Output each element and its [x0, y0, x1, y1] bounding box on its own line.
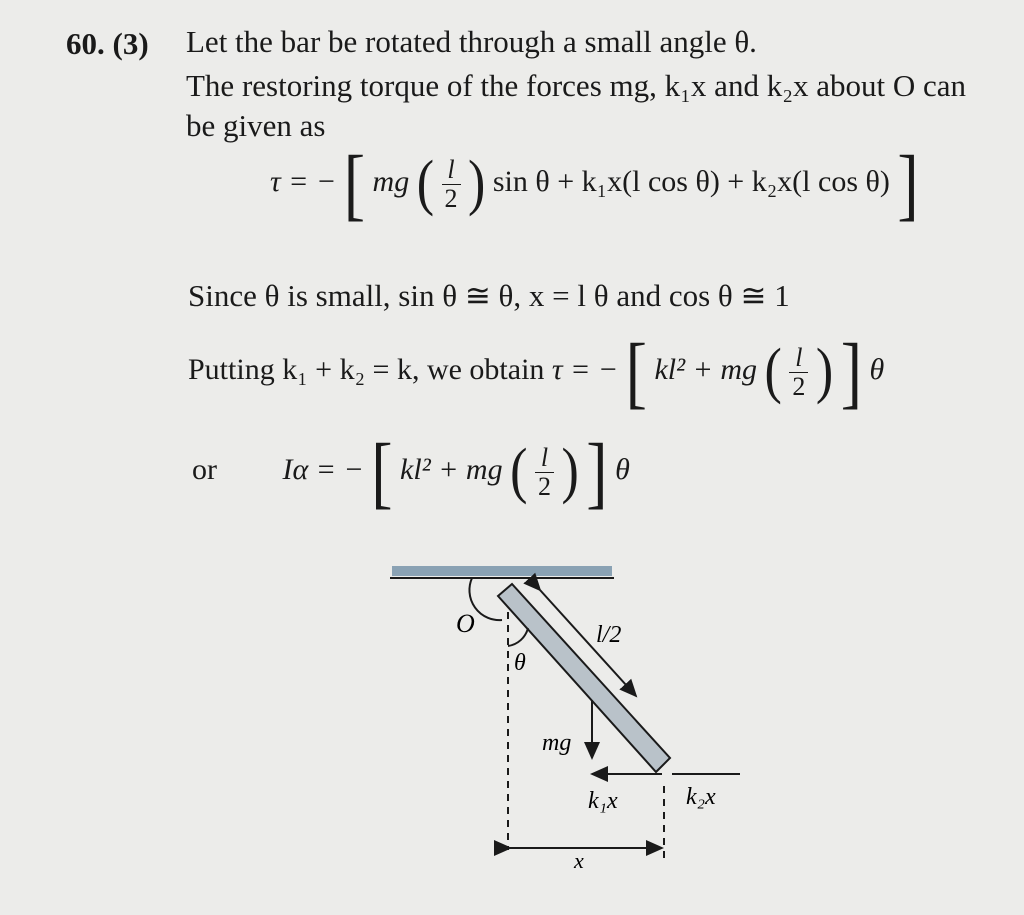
- putting-line: [188, 327, 885, 416]
- eq3-frac-num: l: [535, 444, 554, 472]
- torque-statement-continued: be given as: [186, 108, 326, 143]
- eq1-lhs: τ = −: [270, 164, 337, 198]
- theta-arc: [508, 628, 528, 646]
- eq2-tail: θ: [869, 352, 885, 386]
- or-word: or: [192, 452, 217, 486]
- eq1-close-paren: ): [468, 149, 486, 218]
- eq2-frac-num: l: [789, 344, 808, 372]
- intro-line: Let the bar be rotated through a small angle θ.: [186, 24, 757, 59]
- eq2-open-bracket: [: [625, 327, 647, 416]
- eq2-close-paren: ): [815, 337, 834, 406]
- torque-equation: [270, 139, 919, 228]
- or-line: [192, 427, 630, 516]
- eq2-term: kl² + mg: [654, 352, 758, 386]
- small-angle-approximation: Since θ is small, sin θ ≅ θ, x = l θ and cos θ ≅ 1: [188, 278, 790, 313]
- eq1-rest: sin θ + k₁x(l cos θ) + k₂x(l cos θ): [492, 164, 890, 198]
- eq3-lhs: Iα = −: [282, 452, 364, 486]
- eq3-tail: θ: [615, 452, 630, 486]
- bar-pendulum-diagram: [380, 550, 740, 880]
- eq1-mg: mg: [372, 164, 410, 198]
- eq3-close-paren: ): [561, 437, 579, 506]
- eq2-close-bracket: ]: [840, 327, 862, 416]
- eq1-frac-num: l: [442, 156, 461, 184]
- eq3-open-paren: (: [510, 437, 528, 506]
- eq3-open-bracket: [: [371, 427, 393, 516]
- eq2-fraction: [789, 344, 808, 400]
- label-k2x: k₂x: [686, 784, 716, 810]
- eq3-frac-den: 2: [537, 471, 551, 501]
- rigid-bar: [498, 584, 670, 772]
- eq2-frac-den: 2: [792, 371, 806, 401]
- question-number: 60. (3): [66, 26, 149, 61]
- eq1-frac-den: 2: [444, 183, 458, 213]
- label-mg: mg: [542, 730, 572, 756]
- eq1-open-bracket: [: [343, 139, 366, 228]
- eq1-close-bracket: ]: [897, 139, 919, 228]
- eq1-open-paren: (: [416, 149, 435, 218]
- eq3-term: kl² + mg: [400, 452, 503, 486]
- label-half-length: l/2: [596, 622, 622, 648]
- label-k1x: k₁x: [588, 788, 618, 814]
- label-pivot-O: O: [456, 609, 475, 638]
- eq1-fraction: [442, 156, 461, 212]
- torque-statement-line: The restoring torque of the forces mg, k₁x and k₂x about O can: [186, 68, 967, 103]
- ceiling-support: [392, 566, 612, 576]
- eq2-open-paren: (: [764, 337, 782, 406]
- eq3-close-bracket: ]: [586, 427, 608, 516]
- label-x: x: [574, 848, 584, 873]
- putting-text: Putting k₁ + k₂ = k, we obtain: [188, 352, 545, 386]
- label-theta: θ: [514, 650, 526, 676]
- eq3-fraction: [535, 444, 554, 500]
- eq2-lhs: τ = −: [551, 352, 619, 386]
